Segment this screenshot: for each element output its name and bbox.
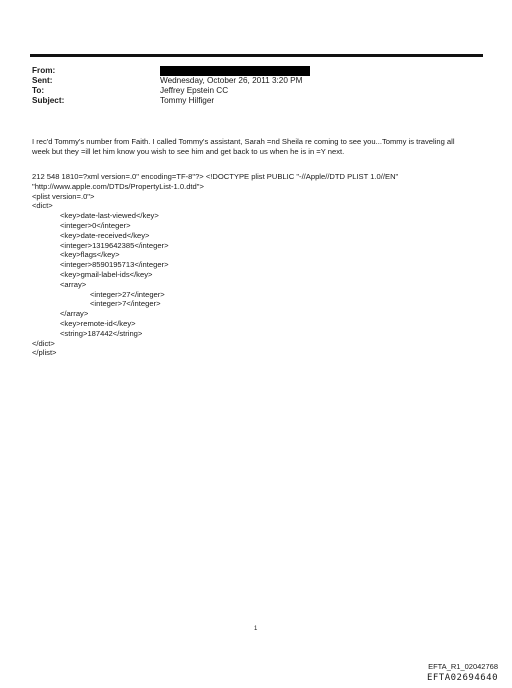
bates-stamp-secondary: EFTA02694640	[426, 673, 498, 683]
xml-line: <array>	[60, 279, 87, 289]
xml-line: <string>187442</string>	[60, 328, 143, 338]
xml-block	[32, 172, 398, 358]
sent-row	[32, 76, 310, 86]
redaction-box	[160, 66, 310, 76]
sent-value: Wednesday, October 26, 2011 3:20 PM	[160, 76, 303, 85]
subject-value: Tommy Hilfiger	[160, 96, 215, 105]
subject-label: Subject:	[32, 96, 65, 105]
xml-line: <integer>8590195713</integer>	[60, 260, 169, 270]
xml-line: 212 548 1810=?xml version=.0" encoding=TF-8"?> <!DOCTYPE plist PUBLIC "-//Apple//DTD PLIST 1.0//EN"	[32, 172, 399, 181]
email-body: I rec'd Tommy's number from Faith. I called Tommy's assistant, Sarah =nd Sheila re coming to see you...Tommy is traveling all week but they =ill let him know you wish to see him and get back to us when he is in =Y next.	[32, 137, 455, 156]
sent-label: Sent:	[32, 76, 53, 85]
subject-row	[32, 96, 310, 106]
to-value: Jeffrey Epstein CC	[160, 86, 229, 95]
xml-line: <key>flags</key>	[60, 250, 120, 260]
xml-line: </array>	[60, 309, 89, 319]
bates-stamp-primary: EFTA_R1_02042768	[428, 662, 498, 671]
to-label: To:	[32, 86, 45, 95]
page-number: 1	[254, 626, 258, 632]
xml-line: <dict>	[32, 201, 53, 211]
xml-line: <plist version=.0">	[32, 191, 95, 201]
xml-line: <integer>7</integer>	[90, 299, 161, 309]
xml-line: <integer>1319642385</integer>	[60, 240, 169, 250]
from-row	[32, 66, 310, 76]
xml-line: </plist>	[32, 348, 57, 358]
xml-line: <key>date-received</key>	[60, 230, 150, 240]
xml-line: </dict>	[32, 338, 55, 348]
xml-line: <integer>27</integer>	[90, 289, 165, 299]
from-label: From:	[32, 66, 56, 75]
to-row	[32, 86, 310, 96]
xml-line: <key>gmail-label-ids</key>	[60, 269, 153, 279]
xml-line: <key>date-last-viewed</key>	[60, 211, 159, 221]
xml-line: <key>remote-id</key>	[60, 318, 136, 328]
header-rule	[30, 54, 483, 57]
xml-line: "http://www.apple.com/DTDs/PropertyList-1.0.dtd">	[32, 181, 204, 191]
email-header	[32, 66, 310, 106]
xml-line: <integer>0</integer>	[60, 220, 131, 230]
